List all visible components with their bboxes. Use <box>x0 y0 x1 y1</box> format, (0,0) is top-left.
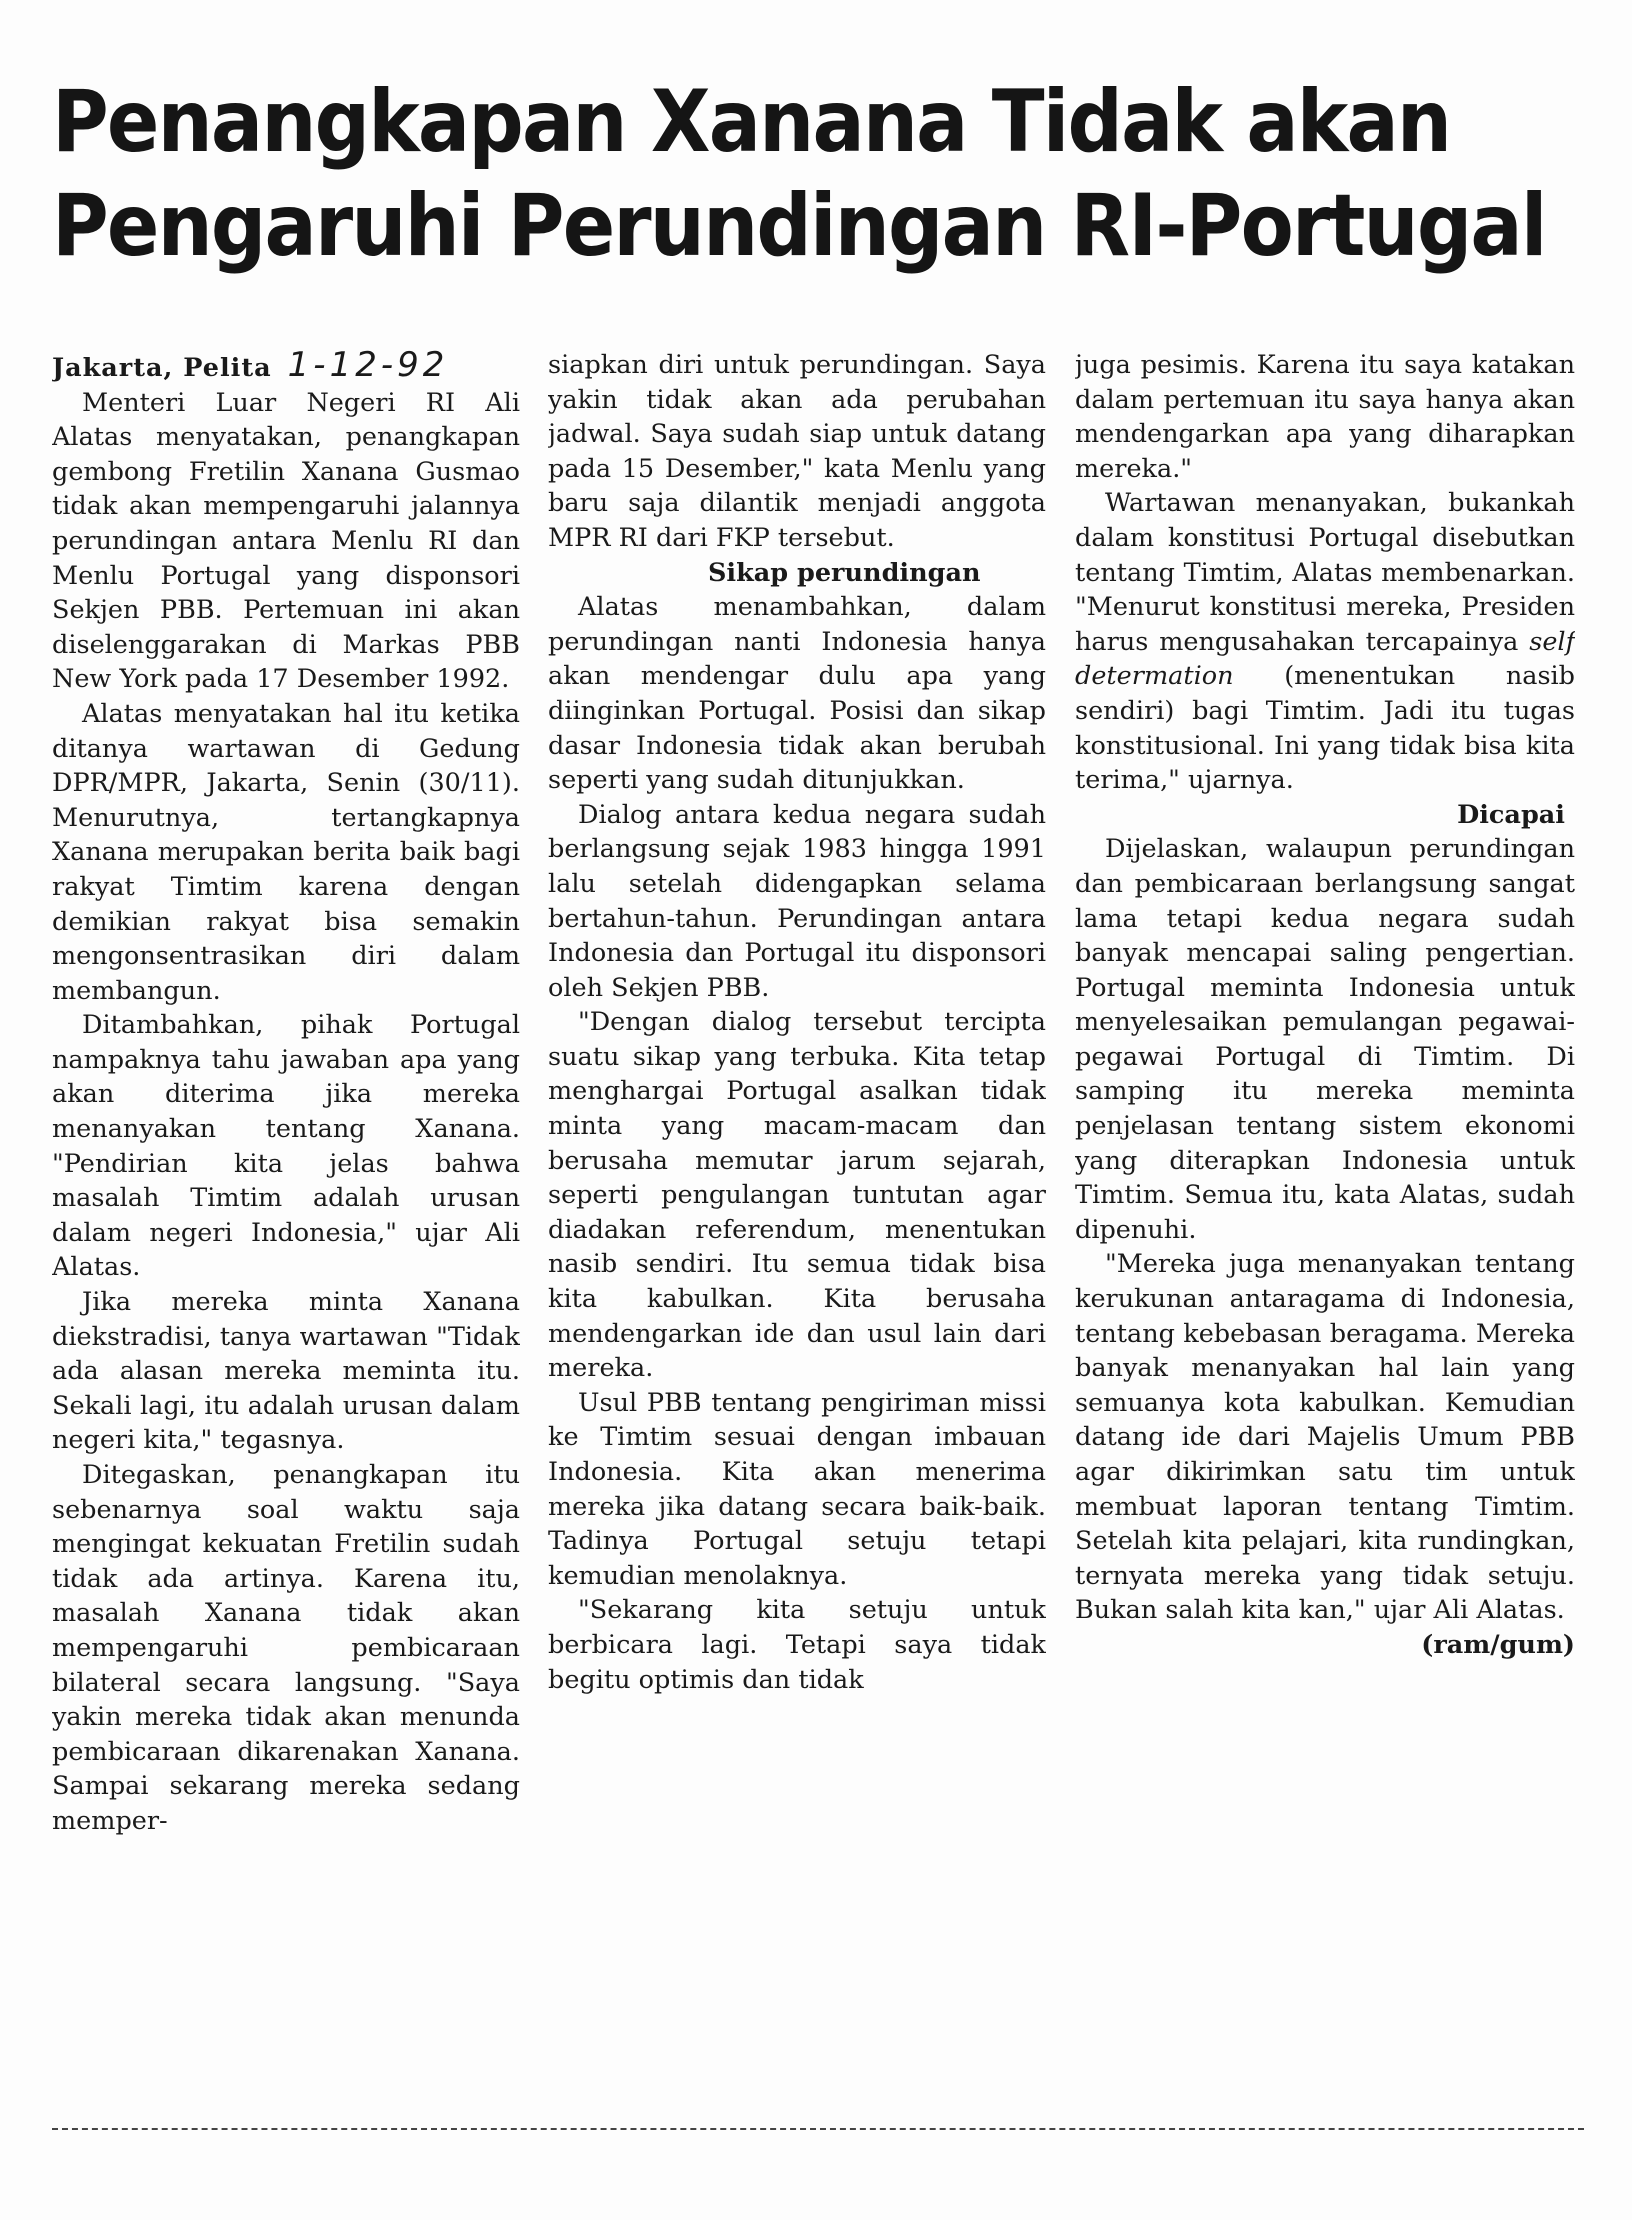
paragraph: "Sekarang kita setuju untuk berbicara lagi. Tetapi saya tidak begitu optimis dan tidak <box>548 1595 1046 1695</box>
paragraph: siapkan diri untuk perundingan. Saya yakin tidak akan ada perubahan jadwal. Saya sudah siap untuk datang pada 15 Desember," kata Menlu yang baru saja dilantik menjadi anggota MPR RI dari FKP tersebut. <box>548 350 1046 553</box>
paragraph <box>1075 486 1575 797</box>
paragraph: "Mereka juga menanyakan tentang kerukunan antaragama di Indonesia, tentang kebebasan beragama. Mereka banyak menanyakan hal lain yang semuanya kota kabulkan. Kemudian datang ide dari Majelis Umum PBB agar dikirimkan satu tim untuk membuat laporan tentang Timtim. Setelah kita pelajari, kita rundingkan, ternyata mereka yang tidak setuju. Bukan salah kita kan," ujar Ali Alatas. <box>1075 1249 1575 1626</box>
paragraph: Dialog antara kedua negara sudah berlangsung sejak 1983 hingga 1991 lalu setelah didengapkan selama bertahun-tahun. Perundingan antara Indonesia dan Portugal itu disponsori oleh Sekjen PBB. <box>548 799 1046 1003</box>
paragraph: Ditambahkan, pihak Portugal nampaknya tahu jawaban apa yang akan diterima jika mereka menanyakan tentang Xanana. "Pendirian kita jelas bahwa masalah Timtim adalah urusan dalam negeri Indonesia," ujar Ali Alatas. <box>52 1010 520 1283</box>
paragraph-text: Wartawan menanyakan, bukankah dalam konstitusi Portugal disebutkan tentang Timtim, Alatas membenarkan. "Menurut konstitusi mereka, Presiden harus mengusahakan tercapainya <box>1075 488 1575 657</box>
article-column-3 <box>1075 348 1575 2120</box>
subheading-dicapai: Dicapai <box>1457 799 1565 830</box>
bottom-divider <box>52 2128 1584 2130</box>
dateline-paragraph <box>52 348 520 386</box>
headline-line-2: Pengaruhi Perundingan RI-Portugal <box>52 176 1546 276</box>
paragraph: Alatas menambahkan, dalam perundingan nanti Indonesia hanya akan mendengar dulu apa yang diinginkan Portugal. Posisi dan sikap dasar Indonesia tidak akan berubah seperti yang sudah ditunjukkan. <box>548 592 1046 796</box>
handwritten-date: 1-12-92 <box>287 348 449 385</box>
paragraph: Jika mereka minta Xanana diekstradisi, tanya wartawan "Tidak ada alasan mereka meminta itu. Sekali lagi, itu adalah urusan dalam negeri kita," tegasnya. <box>52 1287 520 1456</box>
article-column-1 <box>52 348 520 2120</box>
byline: (ram/gum) <box>1421 1629 1575 1660</box>
paragraph: Menteri Luar Negeri RI Ali Alatas menyatakan, penangkapan gembong Fretilin Xanana Gusmao tidak akan mempengaruhi jalannya perundingan antara Menlu RI dan Menlu Portugal yang disponsori Sekjen PBB. Pertemuan ini akan diselenggarakan di Markas PBB New York pada 17 Desember 1992. <box>52 387 520 695</box>
paragraph: "Dengan dialog tersebut tercipta suatu sikap yang terbuka. Kita tetap menghargai Portugal asalkan tidak minta yang macam-macam dan berusaha memutar jarum sejarah, seperti pengulangan tuntutan agar diadakan referendum, menentukan nasib sendiri. Itu semua tidak bisa kita kabulkan. Kita berusaha mendengarkan ide dan usul lain dari mereka. <box>548 1007 1046 1384</box>
headline-line-1: Penangkapan Xanana Tidak akan <box>52 72 1451 172</box>
headline <box>52 70 1546 278</box>
paragraph: Dijelaskan, walaupun perundingan dan pembicaraan berlangsung sangat lama tetapi kedua negara sudah banyak mencapai saling pengertian. Portugal meminta Indonesia untuk menyelesaikan pemulangan pegawai-pegawai Portugal di Timtim. Di samping itu mereka meminta penjelasan tentang sistem ekonomi yang diterapkan Indonesia untuk Timtim. Semua itu, kata Alatas, sudah dipenuhi. <box>1075 834 1575 1245</box>
italic-term: self determation <box>1075 626 1575 692</box>
paragraph: Usul PBB tentang pengiriman missi ke Timtim sesuai dengan imbauan Indonesia. Kita akan menerima mereka jika datang secara baik-baik. Tadinya Portugal setuju tetapi kemudian menolaknya. <box>548 1387 1046 1591</box>
paragraph: juga pesimis. Karena itu saya katakan dalam pertemuan itu saya hanya akan mendengarkan apa yang diharapkan mereka." <box>1075 350 1575 484</box>
paragraph: Ditegaskan, penangkapan itu sebenarnya soal waktu saja mengingat kekuatan Fretilin sudah tidak ada artinya. Karena itu, masalah Xanana tidak akan mempengaruhi pembicaraan bilateral secara langsung. "Saya yakin mereka tidak akan menunda pembicaraan dikarenakan Xanana. Sampai sekarang mereka sedang memper- <box>52 1460 520 1836</box>
subheading-sikap-perundingan: Sikap perundingan <box>708 557 981 588</box>
paragraph: Alatas menyatakan hal itu ketika ditanya wartawan di Gedung DPR/MPR, Jakarta, Senin (30/11). Menurutnya, tertangkapnya Xanana merupakan berita baik bagi rakyat Timtim karena dengan demikian rakyat bisa semakin mengonsentrasikan diri dalam membangun. <box>52 698 520 1006</box>
dateline: Jakarta, Pelita <box>52 353 272 383</box>
paragraph-text: (menentukan nasib sendiri) bagi Timtim. Jadi itu tugas konstitusional. Ini yang tidak bisa kita terima," ujarnya. <box>1075 661 1575 796</box>
article-column-2 <box>548 348 1046 2120</box>
